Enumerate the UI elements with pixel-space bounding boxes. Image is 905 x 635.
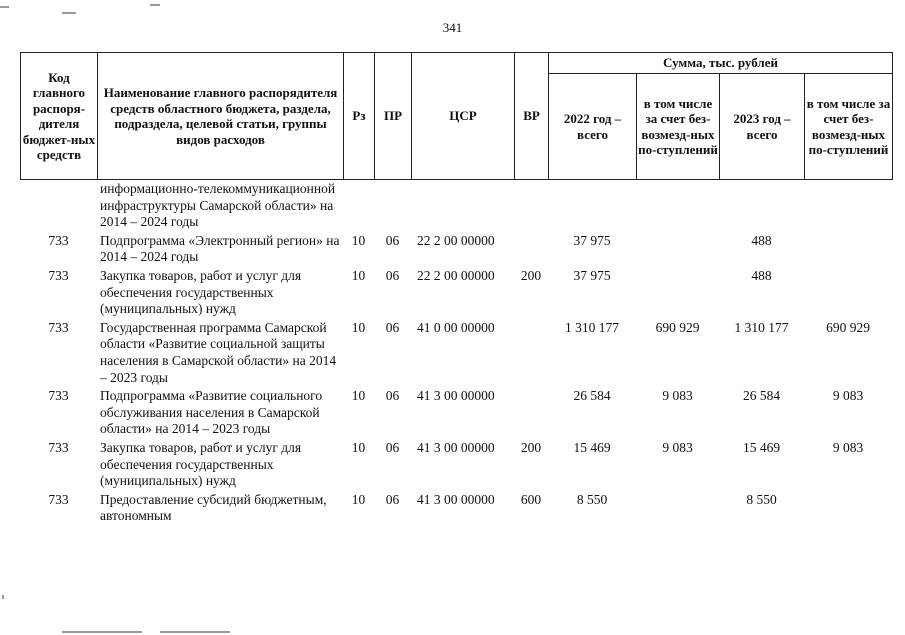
cell-2022-grants: 9 083 [662,388,693,404]
cell-2022-total: 8 550 [576,491,608,507]
cell-2022-total: 26 584 [573,388,611,404]
cell-name: Подпрограмма «Развитие социального обслуживания населения в Самарской области» на 2014 – 2023 годы [100,388,323,437]
table-row [20,268,892,320]
table-row [20,181,892,233]
cell-2022-grants [636,268,719,320]
cell-2023-total: 15 469 [742,439,781,455]
cell-code: 733 [48,319,69,335]
scan-mark [2,595,4,599]
cell-2023-grants: 9 083 [832,439,864,455]
cell-rz: 10 [351,439,366,455]
header-name: Наименование главного распорядителя средств областного бюджета, раздела, подраздела, целевой статьи, группы видов расходов [98,53,344,180]
page-number: 341 [442,20,463,35]
cell-vr [514,181,548,233]
cell-csr [411,181,514,233]
cell-vr [514,388,548,440]
cell-2022-total: 37 975 [573,232,611,248]
cell-pr: 06 [385,491,400,507]
cell-pr: 06 [385,232,400,248]
cell-2023-grants: 9 083 [832,388,864,404]
cell-2022-total: 1 310 177 [565,319,619,335]
scan-mark [62,631,142,633]
cell-2023-total: 26 584 [742,388,781,404]
cell-code: 733 [48,439,69,455]
cell-rz: 10 [351,319,366,335]
header-rz: Рз [344,53,375,180]
table-row [20,492,892,527]
cell-vr [514,233,548,268]
cell-pr: 06 [385,267,400,283]
cell-name: Закупка товаров, работ и услуг для обеспечения государственных (муниципальных) нужд [100,439,302,489]
cell-csr: 41 0 00 00000 [417,319,495,335]
cell-2023-grants [804,181,892,233]
scan-mark [160,631,230,633]
cell-2022-grants [636,492,719,527]
cell-vr [514,320,548,388]
cell-rz: 10 [351,267,366,283]
cell-code: 733 [48,388,69,404]
header-2023-total: 2023 год – всего [720,74,805,180]
scan-mark [62,12,76,14]
header-2022-grants: в том числе за счет без-возмезд-ных по-ступлений [637,74,720,180]
cell-2023-total: 8 550 [746,491,777,507]
scan-mark [0,6,9,8]
table-row [20,440,892,492]
cell-csr: 41 3 00 00000 [417,439,495,455]
cell-2022-total: 15 469 [573,439,611,455]
cell-vr: 600 [520,491,542,507]
header-pr: ПР [375,53,412,180]
cell-2023-grants [804,492,892,527]
cell-csr: 22 2 00 00000 [417,232,495,248]
scan-mark [150,4,160,6]
cell-code: 733 [48,267,69,283]
cell-2022-grants [636,233,719,268]
cell-2023-grants [804,268,892,320]
header-sum: Сумма, тыс. рублей [549,53,893,74]
cell-2022-total: 37 975 [573,267,611,283]
cell-2023-total: 1 310 177 [734,319,789,335]
cell-code: 733 [48,491,69,507]
cell-code [20,181,97,233]
cell-2023-total: 488 [751,232,772,248]
cell-rz: 10 [351,491,366,507]
cell-2022-total [548,181,636,233]
cell-2022-grants: 690 929 [655,319,700,335]
cell-pr [374,181,411,233]
cell-name: Предоставление субсидий бюджетным, автономным [100,491,327,524]
cell-pr: 06 [385,319,400,335]
cell-rz [343,181,374,233]
cell-pr: 06 [385,439,400,455]
cell-name: информационно-телекоммуникационной инфраструктуры Самарской области» на 2014 – 2024 годы [100,181,336,230]
header-code: Код главного распоря-дителя бюджет-ных средств [21,53,98,180]
cell-code: 733 [48,232,69,248]
cell-2023-total [719,181,804,233]
header-csr: ЦСР [412,53,515,180]
cell-2023-grants [804,233,892,268]
table-body [20,181,892,527]
cell-name: Подпрограмма «Электронный регион» на 2014 – 2024 годы [100,232,340,265]
cell-csr: 41 3 00 00000 [417,388,495,404]
cell-csr: 41 3 00 00000 [417,491,495,507]
cell-pr: 06 [385,388,400,404]
table-row [20,388,892,440]
table-header [20,52,893,180]
cell-2023-grants: 690 929 [826,319,870,335]
cell-name: Государственная программа Самарской области «Развитие социальной защиты населения в Самарской области» на 2014 – 2023 годы [100,319,337,385]
cell-2022-grants: 9 083 [662,439,693,455]
cell-vr: 200 [520,267,542,283]
cell-csr: 22 2 00 00000 [417,267,495,283]
table-row [20,320,892,388]
cell-vr: 200 [520,439,542,455]
header-vr: ВР [515,53,549,180]
cell-rz: 10 [351,388,366,404]
cell-rz: 10 [351,232,366,248]
cell-2022-grants [636,181,719,233]
header-2023-grants: в том числе за счет без-возмезд-ных по-ступлений [805,74,893,180]
cell-name: Закупка товаров, работ и услуг для обеспечения государственных (муниципальных) нужд [100,267,302,317]
table-row [20,233,892,268]
header-2022-total: 2022 год – всего [549,74,637,180]
cell-2023-total: 488 [751,267,772,283]
